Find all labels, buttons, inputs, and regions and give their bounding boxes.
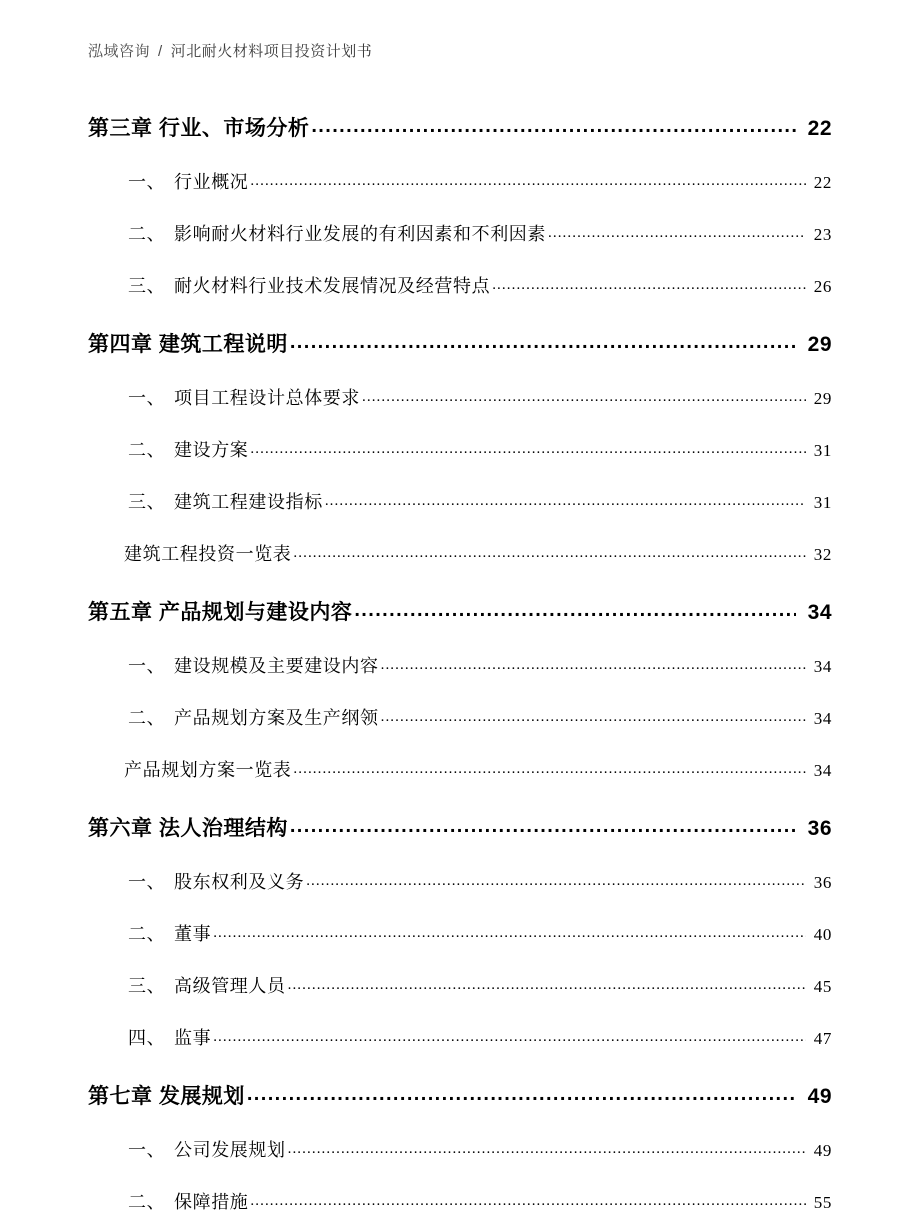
toc-entry-text: 监事 xyxy=(174,1028,212,1048)
toc-leader-dots xyxy=(492,277,806,294)
toc-entry-section[interactable] xyxy=(88,220,832,246)
toc-entry-label xyxy=(88,1080,245,1110)
toc-entry-label xyxy=(128,972,286,998)
toc-entry-text: 建筑工程建设指标 xyxy=(174,492,323,512)
toc-entry-sub[interactable] xyxy=(88,540,832,566)
toc-leader-dots xyxy=(362,389,806,406)
toc-leader-dots xyxy=(311,115,796,138)
toc-entry-number: 一、 xyxy=(128,172,166,192)
toc-entry-number: 四、 xyxy=(128,1028,166,1048)
toc-entry-label xyxy=(128,868,304,894)
toc-entry-page-number: 49 xyxy=(807,1085,832,1108)
toc-entry-text: 第六章 法人治理结构 xyxy=(88,817,288,840)
toc-leader-dots xyxy=(354,599,796,622)
toc-leader-dots xyxy=(293,545,806,562)
toc-entry-text: 董事 xyxy=(174,924,212,944)
toc-entry-section[interactable] xyxy=(88,436,832,462)
toc-entry-number: 一、 xyxy=(128,1140,166,1160)
toc-entry-number: 二、 xyxy=(128,924,166,944)
toc-leader-dots xyxy=(306,873,806,890)
toc-entry-chapter[interactable] xyxy=(88,328,832,358)
toc-leader-dots xyxy=(290,815,796,838)
toc-entry-section[interactable] xyxy=(88,384,832,410)
toc-entry-page-number: 36 xyxy=(807,817,832,840)
toc-entry-label xyxy=(88,328,288,358)
toc-entry-text: 第七章 发展规划 xyxy=(88,1085,245,1108)
toc-entry-page-number: 40 xyxy=(813,925,832,944)
toc-entry-number: 一、 xyxy=(128,872,166,892)
page-footer-space xyxy=(0,1131,920,1191)
toc-entry-number: 一、 xyxy=(128,656,166,676)
toc-entry-number: 三、 xyxy=(128,976,166,996)
toc-entry-label xyxy=(128,168,248,194)
toc-entry-text: 建筑工程投资一览表 xyxy=(124,544,292,564)
toc-entry-number: 一、 xyxy=(128,388,166,408)
toc-entry-text: 建设方案 xyxy=(174,440,249,460)
toc-entry-label xyxy=(88,596,352,626)
toc-entry-text: 产品规划方案一览表 xyxy=(124,760,292,780)
toc-entry-label xyxy=(128,220,546,246)
toc-entry-label xyxy=(128,488,323,514)
toc-entry-page-number: 45 xyxy=(813,977,832,996)
toc-entry-page-number: 31 xyxy=(813,493,832,512)
toc-leader-dots xyxy=(290,331,796,354)
toc-leader-dots xyxy=(293,761,806,778)
header-document-title: 河北耐火材料项目投资计划书 xyxy=(170,43,373,60)
toc-leader-dots xyxy=(548,225,806,242)
toc-leader-dots xyxy=(381,709,806,726)
toc-entry-section[interactable] xyxy=(88,920,832,946)
header-separator: / xyxy=(158,43,163,60)
toc-entry-page-number: 36 xyxy=(813,873,832,892)
toc-entry-number: 二、 xyxy=(128,1192,166,1212)
toc-entry-text: 股东权利及义务 xyxy=(174,872,305,892)
toc-entry-page-number: 31 xyxy=(813,441,832,460)
toc-entry-label xyxy=(128,652,379,678)
toc-entry-section[interactable] xyxy=(88,1024,832,1050)
toc-entry-text: 公司发展规划 xyxy=(174,1140,286,1160)
toc-entry-section[interactable] xyxy=(88,972,832,998)
toc-entry-chapter[interactable] xyxy=(88,812,832,842)
toc-leader-dots xyxy=(250,173,806,190)
toc-entry-text: 第四章 建筑工程说明 xyxy=(88,333,288,356)
toc-leader-dots xyxy=(250,1193,806,1210)
toc-entry-text: 保障措施 xyxy=(174,1192,249,1212)
toc-entry-section[interactable] xyxy=(88,168,832,194)
toc-leader-dots xyxy=(381,657,806,674)
toc-entry-section[interactable] xyxy=(88,488,832,514)
toc-entry-number: 三、 xyxy=(128,276,166,296)
toc-entry-section[interactable] xyxy=(88,272,832,298)
toc-entry-chapter[interactable] xyxy=(88,1080,832,1110)
toc-entry-number: 二、 xyxy=(128,440,166,460)
toc-leader-dots xyxy=(325,493,806,510)
toc-entry-number: 二、 xyxy=(128,224,166,244)
toc-entry-page-number: 29 xyxy=(807,333,832,356)
toc-entry-label xyxy=(124,756,291,782)
header-brand: 泓域咨询 xyxy=(88,43,151,60)
toc-entry-label xyxy=(128,436,248,462)
toc-leader-dots xyxy=(288,977,806,994)
toc-entry-label xyxy=(128,384,360,410)
toc-entry-page-number: 22 xyxy=(813,173,832,192)
toc-entry-page-number: 55 xyxy=(813,1193,832,1212)
toc-entry-section[interactable] xyxy=(88,1188,832,1214)
toc-entry-label xyxy=(88,112,309,142)
toc-entry-chapter[interactable] xyxy=(88,596,832,626)
toc-entry-page-number: 29 xyxy=(813,389,832,408)
toc-entry-label xyxy=(128,272,490,298)
toc-entry-page-number: 34 xyxy=(813,761,832,780)
toc-entry-page-number: 22 xyxy=(807,117,832,140)
toc-entry-text: 高级管理人员 xyxy=(174,976,286,996)
toc-entry-sub[interactable] xyxy=(88,756,832,782)
toc-entry-page-number: 34 xyxy=(807,601,832,624)
toc-entry-page-number: 32 xyxy=(813,545,832,564)
toc-leader-dots xyxy=(213,1029,806,1046)
toc-entry-number: 二、 xyxy=(128,708,166,728)
toc-entry-number: 三、 xyxy=(128,492,166,512)
toc-entry-page-number: 49 xyxy=(813,1141,832,1160)
toc-entry-page-number: 34 xyxy=(813,709,832,728)
toc-entry-label xyxy=(128,1188,248,1214)
toc-entry-label xyxy=(124,540,291,566)
toc-entry-page-number: 47 xyxy=(813,1029,832,1048)
toc-entry-text: 第五章 产品规划与建设内容 xyxy=(88,601,353,624)
toc-leader-dots xyxy=(247,1083,796,1106)
toc-entry-text: 建设规模及主要建设内容 xyxy=(174,656,379,676)
toc-entry-page-number: 23 xyxy=(813,225,832,244)
toc-entry-section[interactable] xyxy=(88,868,832,894)
toc-entry-text: 行业概况 xyxy=(174,172,249,192)
toc-entry-text: 项目工程设计总体要求 xyxy=(174,388,360,408)
toc-entry-text: 耐火材料行业技术发展情况及经营特点 xyxy=(174,276,491,296)
toc-entry-label xyxy=(88,812,288,842)
toc-entry-text: 影响耐火材料行业发展的有利因素和不利因素 xyxy=(174,224,546,244)
toc-entry-label xyxy=(128,1024,211,1050)
toc-entry-label xyxy=(128,920,211,946)
toc-entry-page-number: 26 xyxy=(813,277,832,296)
toc-entry-text: 产品规划方案及生产纲领 xyxy=(174,708,379,728)
toc-entry-section[interactable] xyxy=(88,704,832,730)
toc-entry-chapter[interactable] xyxy=(88,112,832,142)
table-of-contents xyxy=(88,112,832,1214)
toc-entry-label xyxy=(128,704,379,730)
toc-leader-dots xyxy=(250,441,806,458)
toc-leader-dots xyxy=(213,925,806,942)
toc-entry-text: 第三章 行业、市场分析 xyxy=(88,117,310,140)
document-header xyxy=(88,40,832,61)
toc-entry-page-number: 34 xyxy=(813,657,832,676)
toc-entry-section[interactable] xyxy=(88,652,832,678)
